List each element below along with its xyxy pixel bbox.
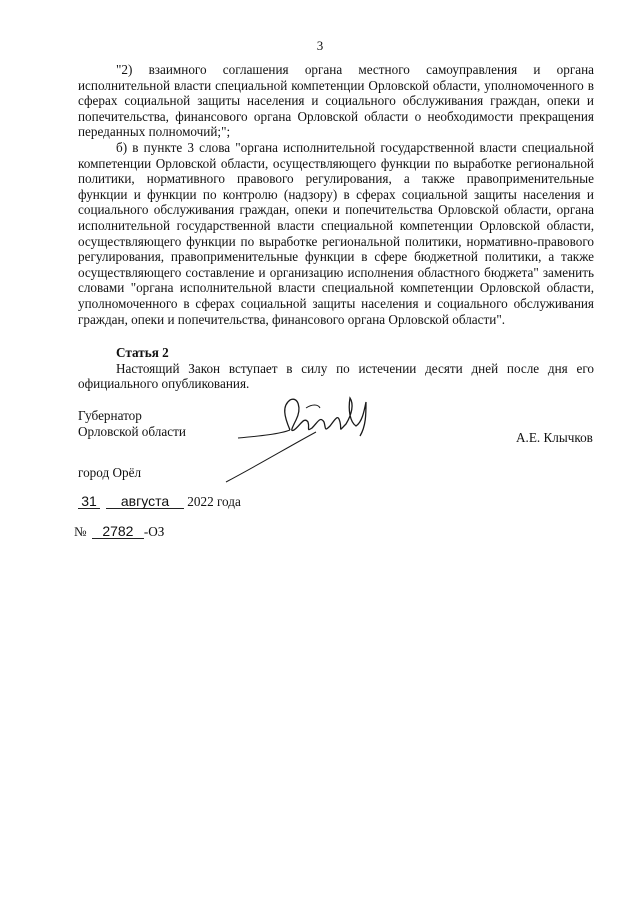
number-sign: №	[74, 524, 87, 539]
law-number-suffix: -ОЗ	[143, 524, 165, 539]
signatory-title-line-2: Орловской области	[78, 424, 186, 439]
signatory-title	[78, 408, 186, 440]
signatory-title-line-1: Губернатор	[78, 408, 142, 423]
amendment-paragraph-2: б) в пункте 3 слова "органа исполнительной государственной власти специальной компетенции Орловской области, осуществляющего функции по выработке региональной политики, нормативного правового регулирования, а также правоприменительные функции и функции по контролю (надзору) в сферах социальной защиты населения и социального обслуживания граждан, опеки и попечительства Орловской области, органа исполнительной государственной власти специальной компетенции Орловской области, осуществляющего функции по выработке региональной политики, нормативно-правового регулирования, правоприменительные функции в сфере бюджетной политики, а также осуществляющего составление и организацию исполнения областного бюджета" заменить словами "органа исполнительной власти специальной компетенции Орловской области, уполномоченного в сферах социальной защиты населения и социального обслуживания граждан, опеки и попечительства, финансового органа Орловской области".	[78, 139, 594, 327]
article-heading: Статья 2	[116, 345, 169, 361]
governor-name: А.Е. Клычков	[516, 430, 593, 445]
document-body	[78, 62, 594, 392]
date-line	[78, 494, 241, 510]
date-day: 31	[78, 494, 100, 509]
article-text: Настоящий Закон вступает в силу по истечении десяти дней после дня его официального опубликования.	[78, 360, 594, 392]
city-line: город Орёл	[78, 465, 142, 480]
law-number: 2782	[92, 524, 144, 539]
law-number-line	[74, 524, 164, 540]
date-month: августа	[106, 494, 184, 509]
date-year: 2022 года	[187, 494, 241, 509]
handwritten-signature	[220, 386, 390, 486]
page-number: 3	[316, 38, 324, 53]
amendment-paragraph-1: "2) взаимного соглашения органа местного самоуправления и органа исполнительной власти специальной компетенции Орловской области, уполномоченного в сферах социальной защиты населения и социального обслуживания граждан, опеки и попечительства, финансового органа Орловской области о необходимости прекращения переданных полномочий;";	[78, 62, 594, 140]
